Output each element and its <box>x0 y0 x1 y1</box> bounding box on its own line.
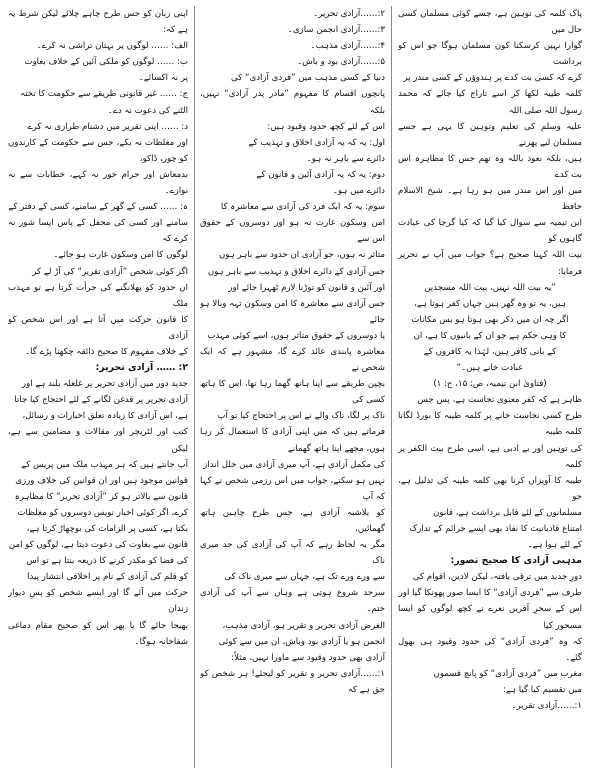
column-left <box>8 6 188 768</box>
column-right <box>398 6 582 768</box>
text-line: ۳:……آزادی انجمن سازی۔ <box>287 25 385 36</box>
text-line: الف: …… لوگوں پر بہتان تراشی نہ کرے۔ <box>36 41 188 52</box>
text-line: بھیجا جائے گا یا پھر اس کو صحیح مقام دماغی شفاخانہ ہوگا۔ <box>8 620 188 647</box>
text-line: دائرے میں ہو۔ <box>332 186 385 197</box>
text-line: آزادی بھی حدود وقیود سے ماورا نہیں، مثلاً: <box>231 652 385 663</box>
text-line: یا دوسروں کے حقوق متاثر ہوں، اسے کوئی مہذب <box>207 330 385 341</box>
text-line: اس کے سحرِ آفریں نعرے نے کچھ لوگوں کو ایسا مسحور کیا <box>398 604 582 631</box>
text-line: ج: …… غیر قانونی طریقے سے حکومت کا تختہ <box>20 89 188 100</box>
text-line: اگر کوئی شخص ”آزادی تقریر“ کی آڑ لے کر <box>32 266 188 277</box>
text-line: کہ وہ ”فردی آزادی“ کی حدود وقیود ہی بھول گئے۔ <box>398 636 582 663</box>
text-line: آپ جانتے ہیں کہ ہر مہذب ملک میں پریس کے <box>21 459 188 470</box>
text-line: ۱:……آزادی تقریر۔ <box>511 701 582 712</box>
text-line: بدمعاش اور حرام خور نہ کہے، خطابات سے نہ نوازے۔ <box>8 169 188 197</box>
text-line: قانون سے بالاتر ہو کر ”آزادی تحریر“ کا مظاہرہ <box>14 491 188 502</box>
text-line: سوم: یہ کہ ایک فرد کی آزادی سے معاشرہ کا <box>220 202 385 213</box>
text-line: اگر چہ ان میں ذکر بھی ہوتا ہو بس مکانات <box>411 314 569 325</box>
text-line: دوم: یہ کہ یہ آزادی آئین و قانون کے <box>256 169 385 180</box>
text-line: ناک پر لگا، ناک والے نے اس پر احتجاج کیا تو آپ <box>217 411 385 422</box>
text-line: طرف سے ”فردی آزادی“ کا ایسا صور پھونکا گیا اور <box>398 588 582 599</box>
text-line: آزادی تحریر پر قدغن لگانے کے لئے احتجاج کیا جاتا <box>14 395 188 406</box>
text-line: قانون سے بغاوت کی دعوت دیتا ہے، لوگوں کو امن <box>8 540 188 551</box>
text-line: علیہ وسلم کی تعلیم وتوہین کا یہی ہے جسے مسلمان لیے پھرتے <box>398 121 582 148</box>
text-line: گوارا نہیں کرسکتا کون مسلمان ہوگا جو اس کو برداشت <box>398 41 582 68</box>
text-line: سے ورے ورے تک ہے، جہاں سے میری ناک کی <box>224 572 385 583</box>
text-line: پانچوں اقسام کا مفہوم ”مادر پدر آزادی“ نہیں، بلکہ <box>200 89 385 116</box>
text-line: ۲:……آزادی تحریر۔ <box>313 9 385 19</box>
text-line: لوگوں کا امن وسکون غارت ہو جائے۔ <box>53 250 188 261</box>
text-line: کتب اور لٹریچر اور مقالات و مضامین سے ہے، لیکن <box>8 427 188 454</box>
text-line: کی فضا کو مکدر کرنے کا ذریعہ بنتا ہے تو اس <box>26 556 188 567</box>
text-line: الٹنے کی دعوت نہ دے۔ <box>107 105 188 116</box>
text-line: جدید دور میں آزادی تحریر پر غلغلہ بلند ہے اور <box>21 379 188 390</box>
text-line: کے بانی کافر ہیں، لہٰذا یہ کافروں کے <box>423 346 557 357</box>
text-line: معاشرہ پابندی عائد کرے گا، مشہور ہے کہ ایک شخص نے <box>200 346 385 374</box>
text-line: ۱:……آزادی تحریر و تقریر کو لیجئے! ہر شخص کو حق ہے کہ <box>200 668 385 695</box>
text-line: مذہبی آزادی کا صحیح تصور: <box>450 555 582 567</box>
text-line: ان حدود کو پھلانگنے کی جرأت کرتا ہے تو مہذب ملک <box>8 282 188 309</box>
text-line: ۴:……آزادی مذہب۔ <box>310 41 385 52</box>
text-line: میں اور اس مندر میں ہو رہا ہے۔ شیخ الاسلام حافظ <box>398 186 582 213</box>
text-line: متاثر نہ ہوں، جو آزادی ان حدود سے باہر ہوں <box>218 250 385 261</box>
column-divider <box>194 6 195 768</box>
text-line: الغرض آزادی تحریر و تقریر ہو، آزادی مذہب، <box>222 620 385 631</box>
text-line: فرماتے ہیں کہ میں اپنی آزادی کا استعمال کر رہا ہوں، مجھے اپنا ہاتھ گھمانے <box>200 427 385 454</box>
text-line: طرح کسی نجاست خانے پر کلمہ طیبہ کا بورڈ لگانا کلمہ طیبہ <box>398 411 582 438</box>
text-line: کا وہی حکم ہے جو ان کے بانیوں کا ہے، ان <box>413 330 567 341</box>
text-line: کی توہین اور بے ادبی ہے، اسی طرح بیت الکفر پر کلمہ <box>398 443 582 470</box>
text-line: ظاہر ہے کہ کفر معنوی نجاست ہے، پس جس <box>417 395 582 406</box>
text-line: (فتاویٰ ابن تیمیہ، ص: ۱۵، ج: ۱) <box>433 379 547 390</box>
column-middle <box>200 6 385 768</box>
text-line: کے خلاف مفہوم کا صحیح ذائقہ چکھنا پڑے گا۔ <box>25 346 188 357</box>
text-line: کی مکمل آزادی ہے، آپ میری آزادی میں خلل انداز <box>203 459 385 470</box>
text-line: سامنے اور کسی کی محفل کے پاس ایسا شور نہ کرے کہ <box>8 218 188 245</box>
text-line: دنیا کے کسی مذہب میں ”فردی آزادی“ کی <box>231 73 385 84</box>
text-line: دائرے سے باہر نہ ہو۔ <box>306 153 385 164</box>
text-line: بیت اللہ کہنا صحیح ہے؟ جواب میں آپ نے تحریر فرمایا: <box>398 250 582 277</box>
text-line: ابن تیمیہ سے سوال کیا گیا کہ کیا گرجا کی عبادت گاہوں کو <box>398 218 582 245</box>
text-line: پاک کلمہ کی توہین ہے، جسے کوئی مسلمان کسی حال میں <box>398 9 582 36</box>
text-line: کرے کہ کسی بت کدے پر ہندوؤں کے کسی مندر پر <box>403 73 582 84</box>
text-line: جس آزادی سے معاشرہ کا امن وسکون تہہ وبالا ہو جائے <box>200 298 385 325</box>
text-line: کرے، اگر کوئی اخبار نویس دوسروں کو مغلظات <box>17 507 188 518</box>
text-line: اور آئین و قانون کو توڑنا لازم ٹھہرا جائے اور <box>228 282 385 293</box>
text-line: انجمن ہو یا آزادی بود وباش، ان میں سے کوئی <box>218 636 385 647</box>
text-line: ہیں، بلکہ نعوذ باللہ وہ تھم جس کا مظاہرہ اس بت کدے <box>398 153 582 180</box>
text-line: نہیں ہو سکتے، جواب میں اس رزمی شخص نے کہا کہ آپ <box>200 475 385 502</box>
text-line: کو بلاشبہ آزادی ہے، جس طرح چاہیں ہاتھ گھمائیں، <box>200 507 385 534</box>
text-line: طیبہ کا آویزاں کرنا بھی کلمہ طیبہ کی تذلیل ہے، جو <box>398 475 582 502</box>
text-line: اس کے لئے کچھ حدود وقیود ہیں: <box>267 121 385 132</box>
text-line: مسلمانوں کے لئے قابل برداشت ہے، قانون <box>433 507 582 518</box>
text-line: ہ: …… کسی کے گھر کے سامنے، کسی کے دفتر کے <box>8 202 188 213</box>
text-line: میں تقسیم کیا گیا ہے: <box>503 684 582 695</box>
text-line: حرکت میں آئے گا اور ایسے شخص کو پسِ دیوار زندان <box>8 588 188 615</box>
text-line: ہے، اس آزادی کا زیادہ تعلق اخبارات و رسائل، <box>22 411 188 422</box>
text-line: ب: …… لوگوں کو ملکی آئین کے خلاف بغاوت <box>24 57 188 68</box>
text-line: مغرب میں ”فردی آزادی“ کو پانچ قسموں <box>433 668 582 679</box>
text-line: سرحد شروع ہوتی ہے وہاں سے آپ کی آزادی ختم۔ <box>200 588 385 615</box>
text-line: دورِ جدید میں ترقی یافتہ، لیکن لادین، اقوام کی <box>412 572 582 583</box>
text-line: ہیں، یہ تو وہ گھر ہیں جہاں کفر ہوتا ہے، <box>414 298 566 309</box>
text-line: قوانین موجود ہیں اور ان قوانین کی خلاف ورزی <box>15 475 188 486</box>
text-line: امن وسکون غارت نہ ہو اور دوسروں کے حقوق اس سے <box>200 218 385 245</box>
text-line: مگر یہ لحاظ رہے کہ آپ کی آزادی کی حد میری ناک <box>200 540 385 567</box>
text-line: عبادت خانے ہیں۔“ <box>456 363 524 374</box>
text-line: کلمہ طیبہ لکھا کر اسے تاراج کیا جائے کہ محمد رسول اللہ صلی اللہ <box>398 89 582 116</box>
text-line: د: …… اپنی تقریر میں دشنام طرازی نہ کرے <box>27 121 188 132</box>
column-divider <box>391 6 392 768</box>
text-line: ”یہ بیت اللہ نہیں، بیت اللہ مسجدیں <box>424 282 556 293</box>
text-line: کا قانون حرکت میں آتا ہے اور اس شخص کو آزادی <box>8 314 188 341</box>
text-line: امتناع قادیانیت کا نفاذ بھی ایسے جرائم کے تدارک <box>409 524 582 534</box>
text-line: اپنی زبان کو جس طرح چاہے چلائے لیکن شرط یہ ہے کہ: <box>8 9 188 36</box>
text-line: جس آزادی کے دائرے اخلاق و تہذیب سے باہر ہوں <box>207 266 385 277</box>
text-line: کے لئے ہوا ہے۔ <box>527 540 582 551</box>
text-line: پر نہ اکسائے۔ <box>138 73 188 84</box>
text-line: بچپن طریقے سے اپنا ہاتھ گھما رہا تھا، اس کا ہاتھ کسی کی <box>200 379 385 406</box>
text-line: اور مغلظات نہ بکے، جس سے حکومت کے کارندوں کو چور، ڈاکو، <box>8 137 188 164</box>
text-line: بکتا ہے، کسی پر الزامات کی بوچھاڑ کرتا ہے، <box>26 524 188 534</box>
text-line: اول: یہ کہ یہ آزادی اخلاق و تہذیب کے <box>248 137 385 148</box>
text-line: ۵:……آزادی بود و باش۔ <box>297 57 385 68</box>
text-line: ۲: …… آزادی تحریر: <box>95 362 188 374</box>
text-line: کو قلم کی آزادی کے نام پر اخلاقی انتشار پیدا <box>27 572 188 583</box>
